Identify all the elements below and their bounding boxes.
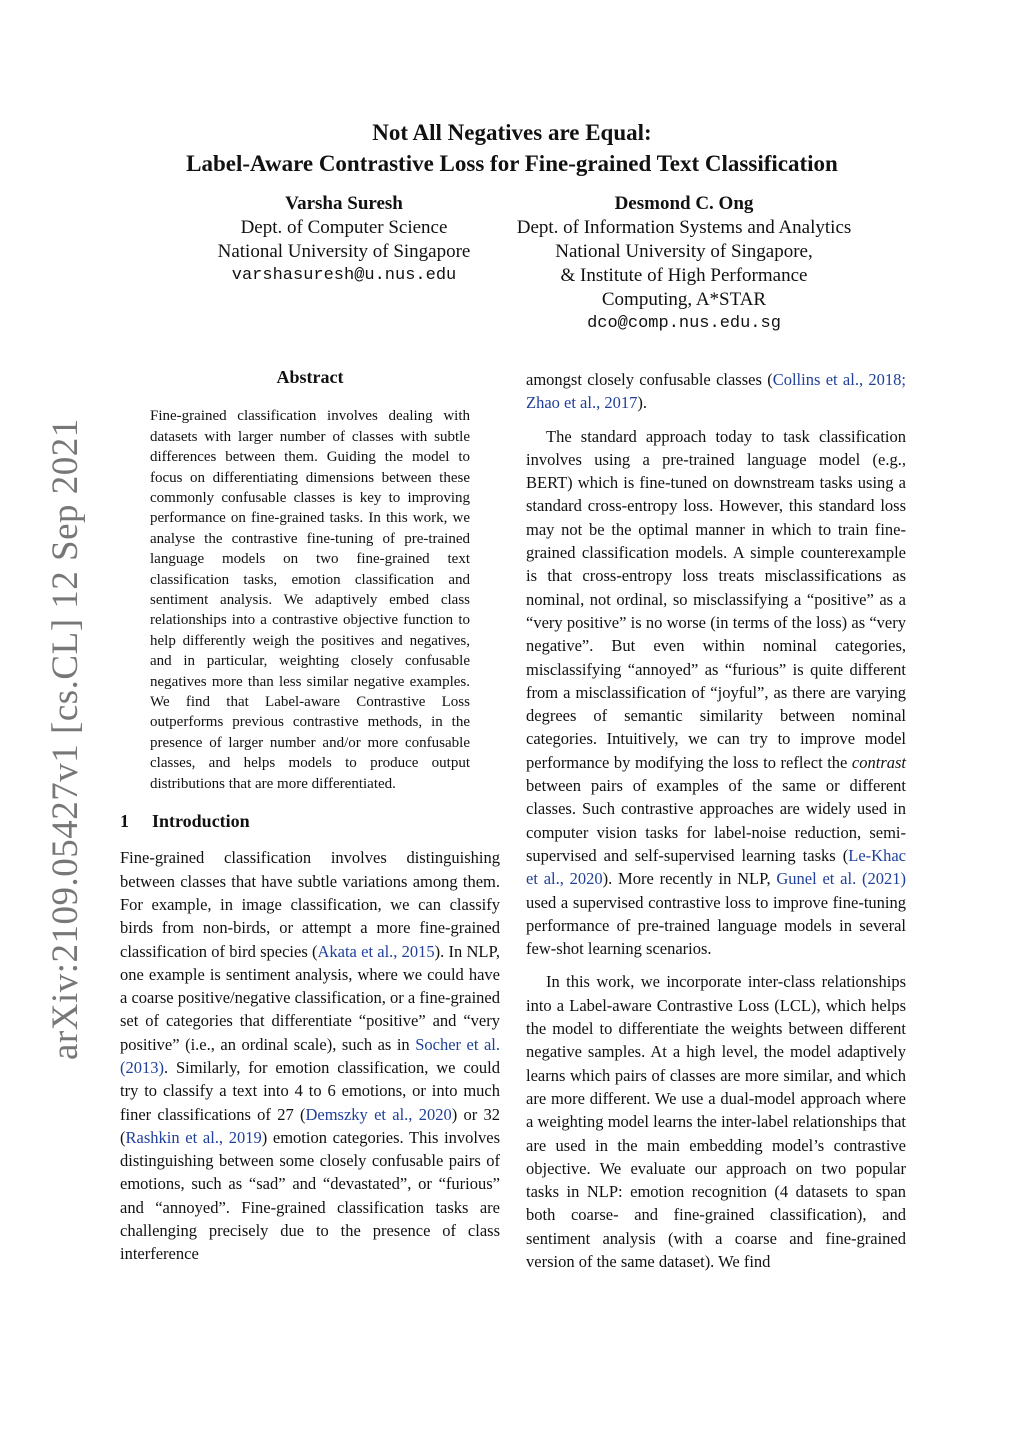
intro-paragraph-2: The standard approach today to task classification involves using a pre-trained language model (e.g., BERT) which is fine-tuned on downstream tasks using a standard cross-entropy loss. However, this standard loss may not be the optimal manner in which to train fine-grained classification models. A simple counterexample is that cross-entropy loss treats misclassifications as nominal, not ordinal, so misclassifying a “positive” as a “very positive” is no worse (in terms of the loss) as “very negative”. But even within nominal categories, misclassifying “annoyed” as “furious” is quite different from a misclassification of “joyful”, as there are varying degrees of semantic similarity between nominal categories. Intuitively, we can try to improve model performance by modifying the loss to reflect the contrast between pairs of examples of the same or different classes. Such contrastive approaches are widely used in computer vision tasks for label-noise reduction, semi-supervised and self-supervised learning tasks (Le-Khac et al., 2020). More recently in NLP, Gunel et al. (2021) used a supervised contrastive loss to improve fine-tuning performance of pre-trained language models in several few-shot learning scenarios. xyxy=(526,426,906,959)
author-block-1 xyxy=(190,192,498,288)
left-column xyxy=(120,366,500,1266)
author-block-2 xyxy=(494,192,874,336)
author-affiliation: Dept. of Computer Science xyxy=(240,217,448,238)
abstract-heading: Abstract xyxy=(276,367,344,387)
author-name: Varsha Suresh xyxy=(285,193,403,214)
author-affiliation: & Institute of High Performance xyxy=(560,265,808,286)
citation-link[interactable]: Le-Khac et al., 2020 xyxy=(526,845,906,889)
author-email: dco@comp.nus.edu.sg xyxy=(587,314,781,333)
author-affiliation: Computing, A*STAR xyxy=(601,289,767,310)
citation-link[interactable]: Demszky et al., 2020 xyxy=(305,1104,452,1124)
intro-paragraph-1-continued: amongst closely confusable classes (Collins et al., 2018; Zhao et al., 2017). xyxy=(526,370,906,413)
author-affiliation: National University of Singapore xyxy=(217,241,471,262)
paper-title xyxy=(120,117,904,179)
citation-link[interactable]: Collins et al., 2018; Zhao et al., 2017 xyxy=(526,370,906,413)
section-number: 1 xyxy=(120,811,129,832)
abstract-text: Fine-grained classification involves dealing with datasets with larger number of classes with subtle differences between them. Guiding the model to focus on differentiating dimensions between these commonly confusable classes is key to improving performance on fine-grained tasks. In this work, we analyse the contrastive fine-tuning of pre-trained language models on two fine-grained text classification tasks, emotion classification and sentiment analysis. We adaptively embed class relationships into a contrastive objective function to help differently weigh the positives and negatives, and in particular, weighting closely confusable negatives more than less similar negative examples. We find that Label-aware Contrastive Loss outperforms previous contrastive methods, in the presence of larger number and/or more confusable classes, and helps models to produce output distributions that are more differentiated. xyxy=(150,408,470,792)
right-column xyxy=(526,368,906,1273)
title-line-1: Not All Negatives are Equal: xyxy=(372,120,652,145)
author-email: varshasuresh@u.nus.edu xyxy=(231,266,457,285)
citation-link[interactable]: Rashkin et al., 2019 xyxy=(125,1127,262,1147)
author-name: Desmond C. Ong xyxy=(614,193,754,214)
arxiv-identifier: arXiv:2109.05427v1 [cs.CL] 12 Sep 2021 xyxy=(45,418,86,1060)
section-heading xyxy=(120,810,500,833)
title-line-2: Label-Aware Contrastive Loss for Fine-grained Text Classification xyxy=(186,151,838,176)
intro-paragraph-3: In this work, we incorporate inter-class relationships into a Label-aware Contrastive Loss (LCL), which helps the model to differentiate the weights between different negative samples. At a high level, the model adaptively learns which pairs of classes are more similar, and which are more different. We use a dual-model approach where a weighting model learns the inter-label relationships that are used in the main embedding model’s contrastive objective. We evaluate our approach on two popular tasks in NLP: emotion recognition (4 datasets to span both coarse- and fine-grained classification), and sentiment analysis (with a coarse and fine-grained version of the same dataset). We find xyxy=(526,972,906,1271)
citation-link[interactable]: Gunel et al. (2021) xyxy=(776,869,906,889)
author-affiliation: National University of Singapore, xyxy=(555,241,813,262)
citation-link[interactable]: Akata et al., 2015 xyxy=(317,941,435,961)
citation-link[interactable]: Socher et al. (2013) xyxy=(120,1034,500,1077)
intro-paragraph-1: Fine-grained classification involves distinguishing between classes that have subtle variations among them. For example, in image classification, we can classify birds from non-birds, or attempt a more fine-grained classification of bird species (Akata et al., 2015). In NLP, one example is sentiment analysis, where we could have a coarse positive/negative classification, or a fine-grained set of categories that differentiate “positive” and “very positive” (i.e., an ordinal scale), such as in Socher et al. (2013). Similarly, for emotion classification, we could try to classify a text into 4 to 6 emotions, or into much finer classifications of 27 (Demszky et al., 2020) or 32 (Rashkin et al., 2019) emotion categories. This involves distinguishing between some closely confusable pairs of emotions, such as “sad” and “devastated”, or “furious” and “annoyed”. Fine-grained classification tasks are challenging precisely due to the presence of class interference xyxy=(120,848,500,1264)
author-affiliation: Dept. of Information Systems and Analytics xyxy=(516,217,852,238)
section-title: Introduction xyxy=(152,811,250,832)
